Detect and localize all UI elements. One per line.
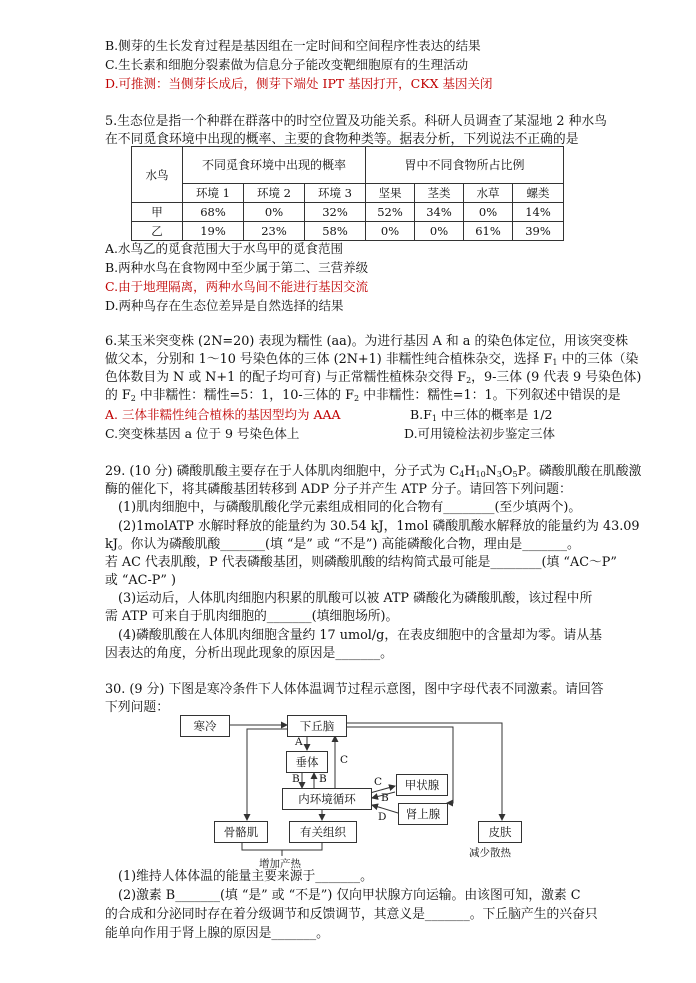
q6-option-d: D.可用镜检法初步鉴定三体 — [404, 426, 556, 441]
table-group-1: 不同觅食环境中出现的概率 — [183, 147, 366, 184]
q30-stem-1: 30. (9 分) 下图是寒冷条件下人体体温调节过程示意图，图中字母代表不同激素。请回答 — [105, 682, 604, 697]
label-b: B — [292, 773, 300, 785]
q6-stem-2: 做父本，分别和 1～10 号染色体的三体 (2N+1) 非糯性纯合植株杂交，选择 $F_1$ 中的三体（染 — [105, 352, 639, 367]
label-d: D — [378, 811, 387, 823]
label-b-thyroid: B — [381, 792, 389, 804]
q30-part-1: (1)维持人体体温的能量主要来源于_______。 — [118, 869, 373, 884]
thyroid-box: 甲状腺 — [396, 774, 448, 796]
table-col: 环境 1 — [183, 184, 244, 203]
q30-stem-2: 下列问题： — [105, 700, 169, 715]
label-a: A — [295, 736, 303, 748]
pituitary-box: 垂体 — [286, 751, 328, 773]
q6-stem-1: 6.某玉米突变株 (2N=20) 表现为糯性 (aa)。为进行基因 A 和 a 的染色体定位，用该突变株 — [105, 334, 629, 349]
q29-stem-2: 酶的催化下，将其磷酸基团转移到 ADP 分子并产生 ATP 分子。请回答下列问题： — [105, 482, 572, 497]
tissue-box: 有关组织 — [289, 821, 357, 843]
table-row: 乙 19% 23% 58% 0% 0% 61% 39% — [132, 222, 564, 241]
table-row: 甲 68% 0% 32% 52% 34% 0% 14% — [132, 203, 564, 222]
label-b-feedback: B — [319, 773, 327, 785]
q5-stem-1: 5.生态位是指一个种群在群落中的时空位置及功能关系。科研人员调查了某湿地 2 种水鸟 — [105, 114, 607, 129]
q5-option-d: D.两种鸟存在生态位差异是自然选择的结果 — [105, 298, 344, 313]
q6-stem-3: 色体数目为 N 或 N+1 的配子均可育) 与正常糯性植株杂交得 $F_2$，9-三体 (9 代表 9 号染色体) — [105, 370, 642, 385]
q29-part-4a: (4)磷酸肌酸在人体肌肉细胞含量约 17 umol/g，在表皮细胞中的含量却为零。请从基 — [118, 628, 602, 643]
q29-stem-1: 29. (10 分) 磷酸肌酸主要存在于人体肌肉细胞中，分子式为 $C_4H_{10}N_3O_5P$。磷酸肌酸在肌酸激 — [105, 464, 642, 479]
q6-option-c: C.突变株基因 a 位于 9 号染色体上 — [105, 426, 300, 441]
hypothalamus-box: 下丘脑 — [287, 715, 347, 737]
q30-part-2b: 的合成和分泌同时存在着分级调节和反馈调节，其意义是_______。下丘脑产生的兴奋只 — [105, 907, 598, 922]
adrenal-box: 肾上腺 — [398, 803, 448, 825]
skin-box: 皮肤 — [478, 821, 522, 843]
q29-part-2b: kJ。你认为磷酸肌酸_______(填 “是” 或 “不是”) 高能磷酸化合物，理由是_______。 — [105, 537, 580, 552]
q6-option-a: A. 三体非糯性纯合植株的基因型均为 AAA — [105, 407, 341, 422]
q29-part-2c: 若 AC 代表肌酸，P 代表磷酸基团，则磷酸肌酸的结构简式最可能是________(填 “AC～P” — [105, 555, 617, 570]
label-c: C — [340, 754, 349, 766]
label-c-thyroid: C — [374, 776, 383, 788]
q29-part-2d: 或 “AC-P” ) — [105, 573, 176, 588]
q29-part-2a: (2)1molATP 水解时释放的能量约为 30.54 kJ，1mol 磷酸肌酸水解释放的能量约为 43.09 — [118, 519, 640, 534]
table-col: 水草 — [464, 184, 513, 203]
q29-part-4b: 因表达的角度，分析出现此现象的原因是_______。 — [105, 646, 393, 661]
q6-option-b: $B.F_1$ 中三体的概率是 1/2 — [410, 407, 553, 423]
q30-part-2a: (2)激素 B_______(填 “是” 或 “不是”) 仅向甲状腺方向运输。由该图可知，激素 C — [118, 888, 581, 903]
table-col: 坚果 — [366, 184, 415, 203]
q6-stem-4: 的 $F_2$ 中非糯性：糯性=5：1，10-三体的 $F_2$ 中非糯性：糯性=1：1。下列叙述中错误的是 — [105, 388, 621, 403]
table-row-header: 水鸟 — [132, 147, 183, 203]
table-col: 环境 3 — [305, 184, 366, 203]
table-col: 茎类 — [415, 184, 464, 203]
option-c: C.生长素和细胞分裂素做为信息分子能改变靶细胞原有的生理活动 — [105, 57, 469, 72]
option-d: D.可推测：当侧芽长成后，侧芽下端处 IPT 基因打开，CKX 基因关闭 — [105, 76, 493, 91]
q29-part-1: (1)肌肉细胞中，与磷酸肌酸化学元素组成相同的化合物有________(至少填两个)。 — [118, 500, 582, 515]
q5-option-b: B.两种水鸟在食物网中至少属于第二、三营养级 — [105, 260, 369, 275]
q5-option-a: A.水鸟乙的觅食范围大于水鸟甲的觅食范围 — [105, 241, 344, 256]
q29-part-3a: (3)运动后，人体肌肉细胞内积累的肌酸可以被 ATP 磷酸化为磷酸肌酸，该过程中所 — [118, 591, 593, 606]
q29-part-3b: 需 ATP 可来自于肌肉细胞的_______(填细胞场所)。 — [105, 609, 399, 624]
heat-increase-label: 增加产热 — [259, 858, 301, 870]
table-col: 螺类 — [513, 184, 564, 203]
cold-box: 寒冷 — [180, 715, 230, 737]
circulation-box: 内环境循环 — [282, 788, 372, 810]
q5-stem-2: 在不同觅食环境中出现的概率、主要的食物种类等。据表分析，下列说法不正确的是 — [105, 132, 579, 147]
q5-option-c: C.由于地理隔离，两种水鸟间不能进行基因交流 — [105, 279, 369, 294]
q30-part-2c: 能单向作用于肾上腺的原因是_______。 — [105, 926, 329, 941]
table-col: 环境 2 — [244, 184, 305, 203]
heat-reduce-label: 减少散热 — [469, 847, 511, 859]
muscle-box: 骨骼肌 — [214, 821, 268, 843]
table-group-2: 胃中不同食物所占比例 — [366, 147, 564, 184]
option-b: B.侧芽的生长发育过程是基因组在一定时间和空间程序性表达的结果 — [105, 38, 481, 53]
